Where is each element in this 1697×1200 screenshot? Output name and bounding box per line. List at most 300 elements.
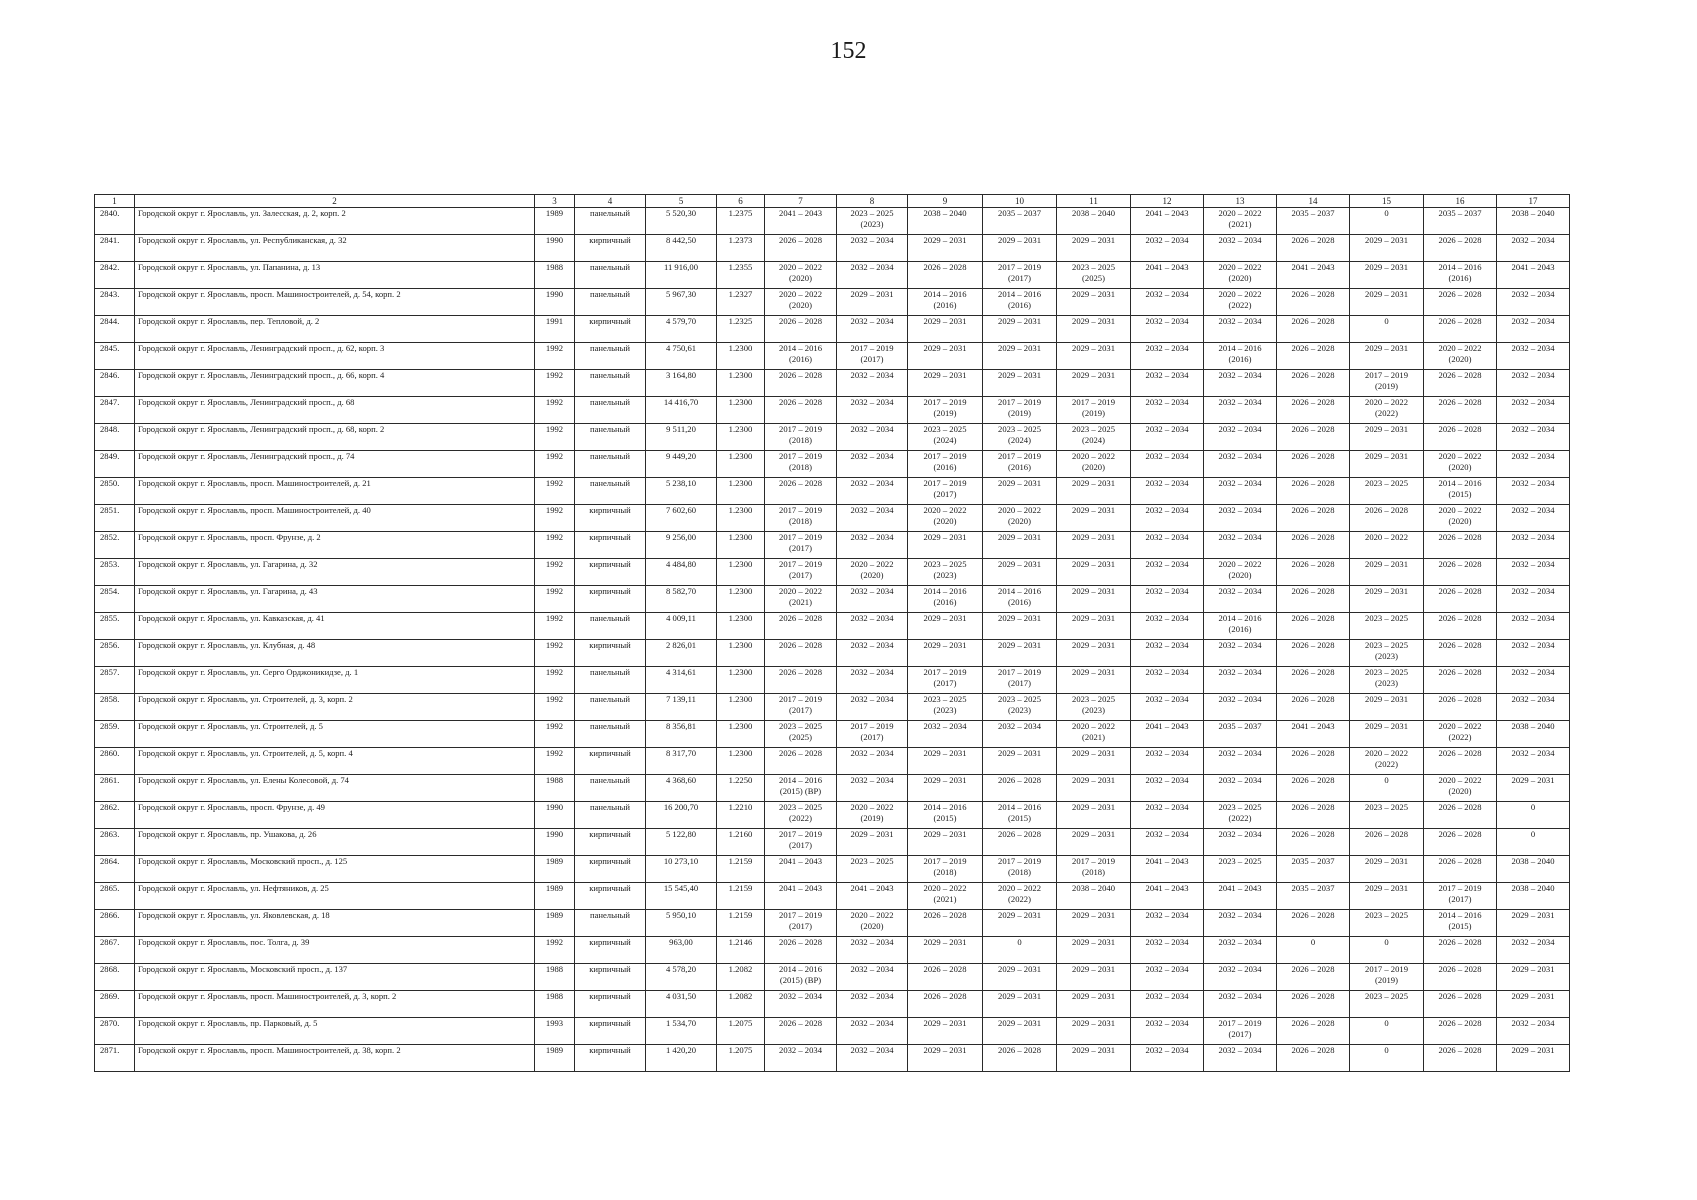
cell-value: 2032 – 2034 <box>1218 694 1262 704</box>
table-cell-c3 <box>535 883 575 910</box>
cell-value: кирпичный <box>589 316 631 326</box>
table-cell-c10 <box>983 451 1057 478</box>
column-header: 8 <box>837 195 908 208</box>
cell-value: Городской округ г. Ярославль, Ленинградский просп., д. 62, корп. 3 <box>138 343 385 353</box>
table-cell-c12 <box>1131 370 1204 397</box>
cell-value: 1992 <box>545 667 564 677</box>
table-cell-c14 <box>1277 640 1350 667</box>
cell-value: 1.2160 <box>728 829 753 839</box>
cell-value: 2029 – 2031 <box>1072 937 1115 947</box>
cell-value: 2032 – 2034 <box>850 937 894 947</box>
cell-value: Городской округ г. Ярославль, Московский просп., д. 137 <box>138 964 348 974</box>
cell-value: 1.2300 <box>728 667 753 677</box>
table-cell-c6 <box>717 667 765 694</box>
cell-value: 1.2250 <box>728 775 753 785</box>
table-cell-c3 <box>535 937 575 964</box>
cell-value: 2029 – 2031 <box>923 829 967 839</box>
cell-subvalue: (2017) <box>1448 894 1472 904</box>
table-cell-c10 <box>983 370 1057 397</box>
cell-value: 11 916,00 <box>663 262 699 272</box>
table-cell-c14 <box>1277 586 1350 613</box>
cell-subvalue: (2020) <box>1448 462 1472 472</box>
cell-value: 2026 – 2028 <box>1291 235 1335 245</box>
table-cell-c8 <box>837 910 908 937</box>
table-cell-c6 <box>717 235 765 262</box>
cell-value: 2026 – 2028 <box>1438 856 1482 866</box>
table-cell-c12 <box>1131 316 1204 343</box>
cell-value: 2017 – 2019 <box>1072 397 1115 407</box>
table-cell-c11 <box>1057 235 1131 262</box>
table-cell-c3 <box>535 559 575 586</box>
cell-value: 1.2300 <box>728 370 753 380</box>
table-cell-c13 <box>1204 640 1277 667</box>
cell-subvalue: (2017) <box>789 921 812 931</box>
table-cell-c10 <box>983 289 1057 316</box>
cell-value: 2029 – 2031 <box>1072 586 1115 596</box>
cell-value: 2858. <box>100 694 120 704</box>
cell-value: Городской округ г. Ярославль, просп. Машиностроителей, д. 21 <box>138 478 371 488</box>
table-cell-c14 <box>1277 451 1350 478</box>
cell-value: 2032 – 2034 <box>1511 424 1555 434</box>
table-cell-c11 <box>1057 964 1131 991</box>
table-cell-c10 <box>983 694 1057 721</box>
table-cell-c10 <box>983 424 1057 451</box>
table-cell-c1 <box>95 640 135 667</box>
table-cell-c11 <box>1057 829 1131 856</box>
cell-value: 2032 – 2034 <box>779 1045 822 1055</box>
table-row <box>95 478 1570 505</box>
table-cell-c15 <box>1350 721 1424 748</box>
cell-subvalue: (2023) <box>933 570 957 580</box>
table-cell-c16 <box>1424 748 1497 775</box>
cell-subvalue: (2019) <box>860 813 884 823</box>
table-cell-c1 <box>95 775 135 802</box>
table-cell-c15 <box>1350 964 1424 991</box>
cell-value: 1989 <box>545 910 564 920</box>
cell-value: панельный <box>589 721 630 731</box>
table-cell-c9 <box>908 343 983 370</box>
cell-value: 2840. <box>100 208 120 218</box>
cell-value: 2041 – 2043 <box>779 856 822 866</box>
table-cell-c14 <box>1277 559 1350 586</box>
table-cell-c10 <box>983 964 1057 991</box>
table-cell-c1 <box>95 505 135 532</box>
table-cell-c11 <box>1057 397 1131 424</box>
table-cell-c17 <box>1497 262 1570 289</box>
cell-subvalue: (2016) <box>1008 462 1031 472</box>
cell-value: панельный <box>589 478 630 488</box>
cell-value: 2032 – 2034 <box>850 235 894 245</box>
cell-value: 2014 – 2016 <box>1218 343 1262 353</box>
cell-value: 2029 – 2031 <box>1072 505 1115 515</box>
cell-value: 2023 – 2025 <box>1072 694 1115 704</box>
cell-value: 2041 – 2043 <box>850 883 894 893</box>
table-cell-c16 <box>1424 910 1497 937</box>
cell-subvalue: (2020) <box>1448 786 1472 796</box>
cell-value: 1988 <box>545 991 564 1001</box>
table-cell-c16 <box>1424 856 1497 883</box>
table-cell-c9 <box>908 937 983 964</box>
table-cell-c7 <box>765 208 837 235</box>
cell-value: 1992 <box>545 397 564 407</box>
cell-value: 5 238,10 <box>665 478 697 488</box>
cell-value: 1.2355 <box>728 262 753 272</box>
cell-value: 2026 – 2028 <box>1291 505 1335 515</box>
cell-subvalue: (2019) <box>1375 975 1398 985</box>
table-row <box>95 343 1570 370</box>
table-cell-c15 <box>1350 316 1424 343</box>
table-cell-c5 <box>646 289 717 316</box>
table-cell-c8 <box>837 343 908 370</box>
cell-value: 2026 – 2028 <box>1291 586 1335 596</box>
table-cell-c17 <box>1497 721 1570 748</box>
table-cell-c1 <box>95 235 135 262</box>
cell-value: 2026 – 2028 <box>1438 748 1482 758</box>
table-cell-c4 <box>575 208 646 235</box>
table-cell-c12 <box>1131 883 1204 910</box>
cell-value: 2020 – 2022 <box>998 883 1041 893</box>
cell-value: 2032 – 2034 <box>1511 289 1555 299</box>
cell-value: 1 534,70 <box>665 1018 697 1028</box>
cell-subvalue: (2023) <box>860 219 884 229</box>
cell-value: 2029 – 2031 <box>998 964 1041 974</box>
column-header: 12 <box>1131 195 1204 208</box>
cell-value: 2023 – 2025 <box>1365 991 1408 1001</box>
table-cell-c14 <box>1277 208 1350 235</box>
table-cell-c15 <box>1350 370 1424 397</box>
table-cell-c15 <box>1350 262 1424 289</box>
cell-value: 2032 – 2034 <box>850 991 894 1001</box>
cell-value: кирпичный <box>589 532 631 542</box>
table-cell-c4 <box>575 883 646 910</box>
table-cell-c6 <box>717 991 765 1018</box>
table-cell-c1 <box>95 586 135 613</box>
table-cell-c4 <box>575 262 646 289</box>
cell-value: 0 <box>1310 937 1316 947</box>
table-cell-c8 <box>837 424 908 451</box>
table-cell-c17 <box>1497 694 1570 721</box>
table-cell-c14 <box>1277 424 1350 451</box>
table-cell-c11 <box>1057 451 1131 478</box>
cell-subvalue: (2020) <box>860 570 884 580</box>
table-cell-c2 <box>135 667 535 694</box>
table-cell-c12 <box>1131 343 1204 370</box>
cell-value: 2032 – 2034 <box>1218 316 1262 326</box>
cell-value: 1.2300 <box>728 721 753 731</box>
cell-value: 2026 – 2028 <box>1291 1018 1335 1028</box>
cell-value: 2841. <box>100 235 120 245</box>
cell-value: 2032 – 2034 <box>1218 505 1262 515</box>
table-cell-c16 <box>1424 964 1497 991</box>
cell-value: 2014 – 2016 <box>779 964 822 974</box>
cell-value: 2032 – 2034 <box>1145 613 1189 623</box>
cell-value: 2026 – 2028 <box>923 910 967 920</box>
cell-value: 2029 – 2031 <box>998 343 1041 353</box>
table-cell-c14 <box>1277 262 1350 289</box>
cell-value: 2026 – 2028 <box>1438 613 1482 623</box>
table-cell-c12 <box>1131 478 1204 505</box>
table-cell-c6 <box>717 505 765 532</box>
column-header: 13 <box>1204 195 1277 208</box>
cell-value: 2026 – 2028 <box>1291 1045 1335 1055</box>
table-cell-c17 <box>1497 991 1570 1018</box>
table-cell-c12 <box>1131 262 1204 289</box>
cell-value: 2020 – 2022 <box>923 505 967 515</box>
cell-value: 2026 – 2028 <box>1291 910 1335 920</box>
table-cell-c16 <box>1424 640 1497 667</box>
table-cell-c14 <box>1277 991 1350 1018</box>
table-cell-c11 <box>1057 1018 1131 1045</box>
cell-value: 2029 – 2031 <box>923 775 967 785</box>
table-cell-c14 <box>1277 289 1350 316</box>
table-cell-c17 <box>1497 397 1570 424</box>
cell-value: 2032 – 2034 <box>850 1018 894 1028</box>
cell-value: 2020 – 2022 <box>1438 343 1482 353</box>
cell-subvalue: (2018) <box>933 867 957 877</box>
table-cell-c6 <box>717 478 765 505</box>
cell-value: 2026 – 2028 <box>1438 991 1482 1001</box>
cell-value: 2041 – 2043 <box>1145 721 1189 731</box>
cell-value: 2026 – 2028 <box>1438 667 1482 677</box>
table-cell-c13 <box>1204 397 1277 424</box>
cell-value: 9 449,20 <box>665 451 697 461</box>
table-cell-c17 <box>1497 667 1570 694</box>
table-cell-c17 <box>1497 451 1570 478</box>
cell-value: 2026 – 2028 <box>1438 397 1482 407</box>
table-cell-c5 <box>646 640 717 667</box>
table-cell-c8 <box>837 451 908 478</box>
cell-value: 2038 – 2040 <box>1511 883 1555 893</box>
cell-value: 2026 – 2028 <box>1291 613 1335 623</box>
table-cell-c4 <box>575 586 646 613</box>
cell-value: 2853. <box>100 559 120 569</box>
cell-value: 2020 – 2022 <box>850 910 894 920</box>
table-cell-c3 <box>535 1045 575 1072</box>
table-cell-c15 <box>1350 613 1424 640</box>
table-cell-c2 <box>135 640 535 667</box>
table-cell-c12 <box>1131 829 1204 856</box>
cell-value: 2032 – 2034 <box>1218 1045 1262 1055</box>
table-row <box>95 208 1570 235</box>
table-row <box>95 235 1570 262</box>
column-header: 10 <box>983 195 1057 208</box>
cell-subvalue: (2025) <box>1082 273 1105 283</box>
cell-value: 2026 – 2028 <box>779 937 822 947</box>
table-cell-c14 <box>1277 775 1350 802</box>
cell-value: 1.2300 <box>728 505 753 515</box>
cell-subvalue: (2024) <box>1082 435 1105 445</box>
cell-value: 2029 – 2031 <box>923 532 967 542</box>
table-cell-c3 <box>535 451 575 478</box>
cell-value: 1.2075 <box>728 1045 753 1055</box>
table-cell-c8 <box>837 829 908 856</box>
cell-value: 2032 – 2034 <box>1218 532 1262 542</box>
cell-subvalue: (2017) <box>1228 1029 1252 1039</box>
table-cell-c4 <box>575 505 646 532</box>
cell-value: 2026 – 2028 <box>1438 1045 1482 1055</box>
table-cell-c6 <box>717 937 765 964</box>
cell-value: 2026 – 2028 <box>998 1045 1041 1055</box>
table-cell-c3 <box>535 964 575 991</box>
cell-value: 1992 <box>545 748 564 758</box>
cell-value: 2032 – 2034 <box>1145 1045 1189 1055</box>
table-cell-c2 <box>135 829 535 856</box>
cell-value: 2035 – 2037 <box>1291 208 1335 218</box>
cell-value: 2014 – 2016 <box>1438 478 1482 488</box>
table-cell-c14 <box>1277 964 1350 991</box>
table-cell-c12 <box>1131 532 1204 559</box>
table-row <box>95 883 1570 910</box>
cell-value: 2014 – 2016 <box>1218 613 1262 623</box>
cell-value: 1990 <box>545 829 564 839</box>
cell-value: 2017 – 2019 <box>1438 883 1482 893</box>
cell-value: 2026 – 2028 <box>1438 802 1482 812</box>
table-cell-c5 <box>646 235 717 262</box>
cell-value: 8 356,81 <box>665 721 697 731</box>
table-cell-c10 <box>983 262 1057 289</box>
table-cell-c11 <box>1057 883 1131 910</box>
table-cell-c5 <box>646 397 717 424</box>
table-cell-c10 <box>983 640 1057 667</box>
cell-value: 2026 – 2028 <box>779 1018 822 1028</box>
cell-value: 2032 – 2034 <box>1218 424 1262 434</box>
cell-value: 2014 – 2016 <box>779 343 822 353</box>
cell-value: 3 164,80 <box>665 370 697 380</box>
table-cell-c10 <box>983 910 1057 937</box>
table-cell-c8 <box>837 397 908 424</box>
table-cell-c5 <box>646 937 717 964</box>
column-header: 7 <box>765 195 837 208</box>
table-cell-c13 <box>1204 829 1277 856</box>
table-cell-c13 <box>1204 208 1277 235</box>
cell-value: 1.2300 <box>728 478 753 488</box>
table-cell-c12 <box>1131 1018 1204 1045</box>
cell-value: Городской округ г. Ярославль, просп. Машиностроителей, д. 54, корп. 2 <box>138 289 401 299</box>
cell-value: 2038 – 2040 <box>1072 208 1115 218</box>
table-row <box>95 640 1570 667</box>
table-cell-c16 <box>1424 829 1497 856</box>
cell-subvalue: (2024) <box>933 435 957 445</box>
cell-value: 2029 – 2031 <box>923 370 967 380</box>
cell-value: Городской округ г. Ярославль, Ленинградский просп., д. 74 <box>138 451 355 461</box>
table-cell-c2 <box>135 397 535 424</box>
table-cell-c13 <box>1204 964 1277 991</box>
table-cell-c11 <box>1057 289 1131 316</box>
table-cell-c3 <box>535 343 575 370</box>
cell-value: 2020 – 2022 <box>1438 451 1482 461</box>
table-cell-c4 <box>575 694 646 721</box>
cell-value: 2026 – 2028 <box>1291 532 1335 542</box>
table-cell-c9 <box>908 289 983 316</box>
cell-value: 2023 – 2025 <box>1365 910 1408 920</box>
cell-value: 2023 – 2025 <box>998 694 1041 704</box>
cell-value: 2029 – 2031 <box>923 937 967 947</box>
table-cell-c6 <box>717 586 765 613</box>
table-cell-c8 <box>837 937 908 964</box>
cell-value: 2850. <box>100 478 120 488</box>
cell-value: 4 484,80 <box>665 559 697 569</box>
table-cell-c1 <box>95 343 135 370</box>
table-cell-c16 <box>1424 937 1497 964</box>
cell-value: 2029 – 2031 <box>1072 289 1115 299</box>
table-cell-c5 <box>646 451 717 478</box>
cell-value: 2023 – 2025 <box>923 694 967 704</box>
cell-value: 2014 – 2016 <box>923 586 967 596</box>
table-cell-c16 <box>1424 559 1497 586</box>
table-row <box>95 910 1570 937</box>
table-cell-c6 <box>717 613 765 640</box>
table-cell-c15 <box>1350 748 1424 775</box>
table-cell-c14 <box>1277 343 1350 370</box>
cell-value: кирпичный <box>589 559 631 569</box>
table-cell-c8 <box>837 1045 908 1072</box>
cell-value: 2041 – 2043 <box>1291 262 1335 272</box>
cell-value: кирпичный <box>589 937 631 947</box>
table-cell-c9 <box>908 262 983 289</box>
cell-value: 2868. <box>100 964 120 974</box>
cell-value: 1992 <box>545 451 564 461</box>
table-cell-c13 <box>1204 505 1277 532</box>
cell-value: 5 520,30 <box>665 208 697 218</box>
table-cell-c12 <box>1131 613 1204 640</box>
cell-value: 2032 – 2034 <box>1511 694 1555 704</box>
table-cell-c1 <box>95 721 135 748</box>
table-cell-c4 <box>575 775 646 802</box>
table-cell-c2 <box>135 532 535 559</box>
cell-value: 2026 – 2028 <box>779 613 822 623</box>
cell-value: 1988 <box>545 964 564 974</box>
cell-value: 2020 – 2022 <box>998 505 1041 515</box>
cell-subvalue: (2016) <box>1008 300 1031 310</box>
cell-value: 2871. <box>100 1045 120 1055</box>
table-cell-c8 <box>837 208 908 235</box>
cell-value: 2860. <box>100 748 120 758</box>
table-cell-c11 <box>1057 694 1131 721</box>
cell-value: 2014 – 2016 <box>1438 910 1482 920</box>
cell-value: 2017 – 2019 <box>779 694 822 704</box>
cell-value: 2026 – 2028 <box>1291 370 1335 380</box>
cell-value: 1993 <box>545 1018 564 1028</box>
cell-subvalue: (2021) <box>1228 219 1252 229</box>
cell-value: 2017 – 2019 <box>998 667 1041 677</box>
cell-value: Городской округ г. Ярославль, пр. Парковый, д. 5 <box>138 1018 318 1028</box>
table-cell-c4 <box>575 370 646 397</box>
cell-value: Городской округ г. Ярославль, ул. Нефтяников, д. 25 <box>138 883 329 893</box>
table-cell-c7 <box>765 964 837 991</box>
cell-value: 2032 – 2034 <box>1218 829 1262 839</box>
table-cell-c2 <box>135 262 535 289</box>
cell-value: 2023 – 2025 <box>1365 667 1408 677</box>
cell-subvalue: (2022) <box>1008 894 1031 904</box>
cell-value: 2029 – 2031 <box>923 1045 967 1055</box>
cell-subvalue: (2020) <box>933 516 957 526</box>
cell-value: 2017 – 2019 <box>1365 964 1408 974</box>
cell-value: 2026 – 2028 <box>1291 667 1335 677</box>
table-cell-c11 <box>1057 532 1131 559</box>
table-cell-c7 <box>765 343 837 370</box>
table-cell-c1 <box>95 370 135 397</box>
cell-value: 2029 – 2031 <box>998 532 1041 542</box>
table-cell-c8 <box>837 856 908 883</box>
cell-value: 2032 – 2034 <box>850 370 894 380</box>
cell-value: 2017 – 2019 <box>998 397 1041 407</box>
cell-value: 2038 – 2040 <box>1511 208 1555 218</box>
cell-value: 2020 – 2022 <box>1218 289 1262 299</box>
cell-value: Городской округ г. Ярославль, ул. Гагарина, д. 32 <box>138 559 318 569</box>
table-cell-c13 <box>1204 721 1277 748</box>
cell-value: 1992 <box>545 532 564 542</box>
cell-value: панельный <box>589 451 630 461</box>
